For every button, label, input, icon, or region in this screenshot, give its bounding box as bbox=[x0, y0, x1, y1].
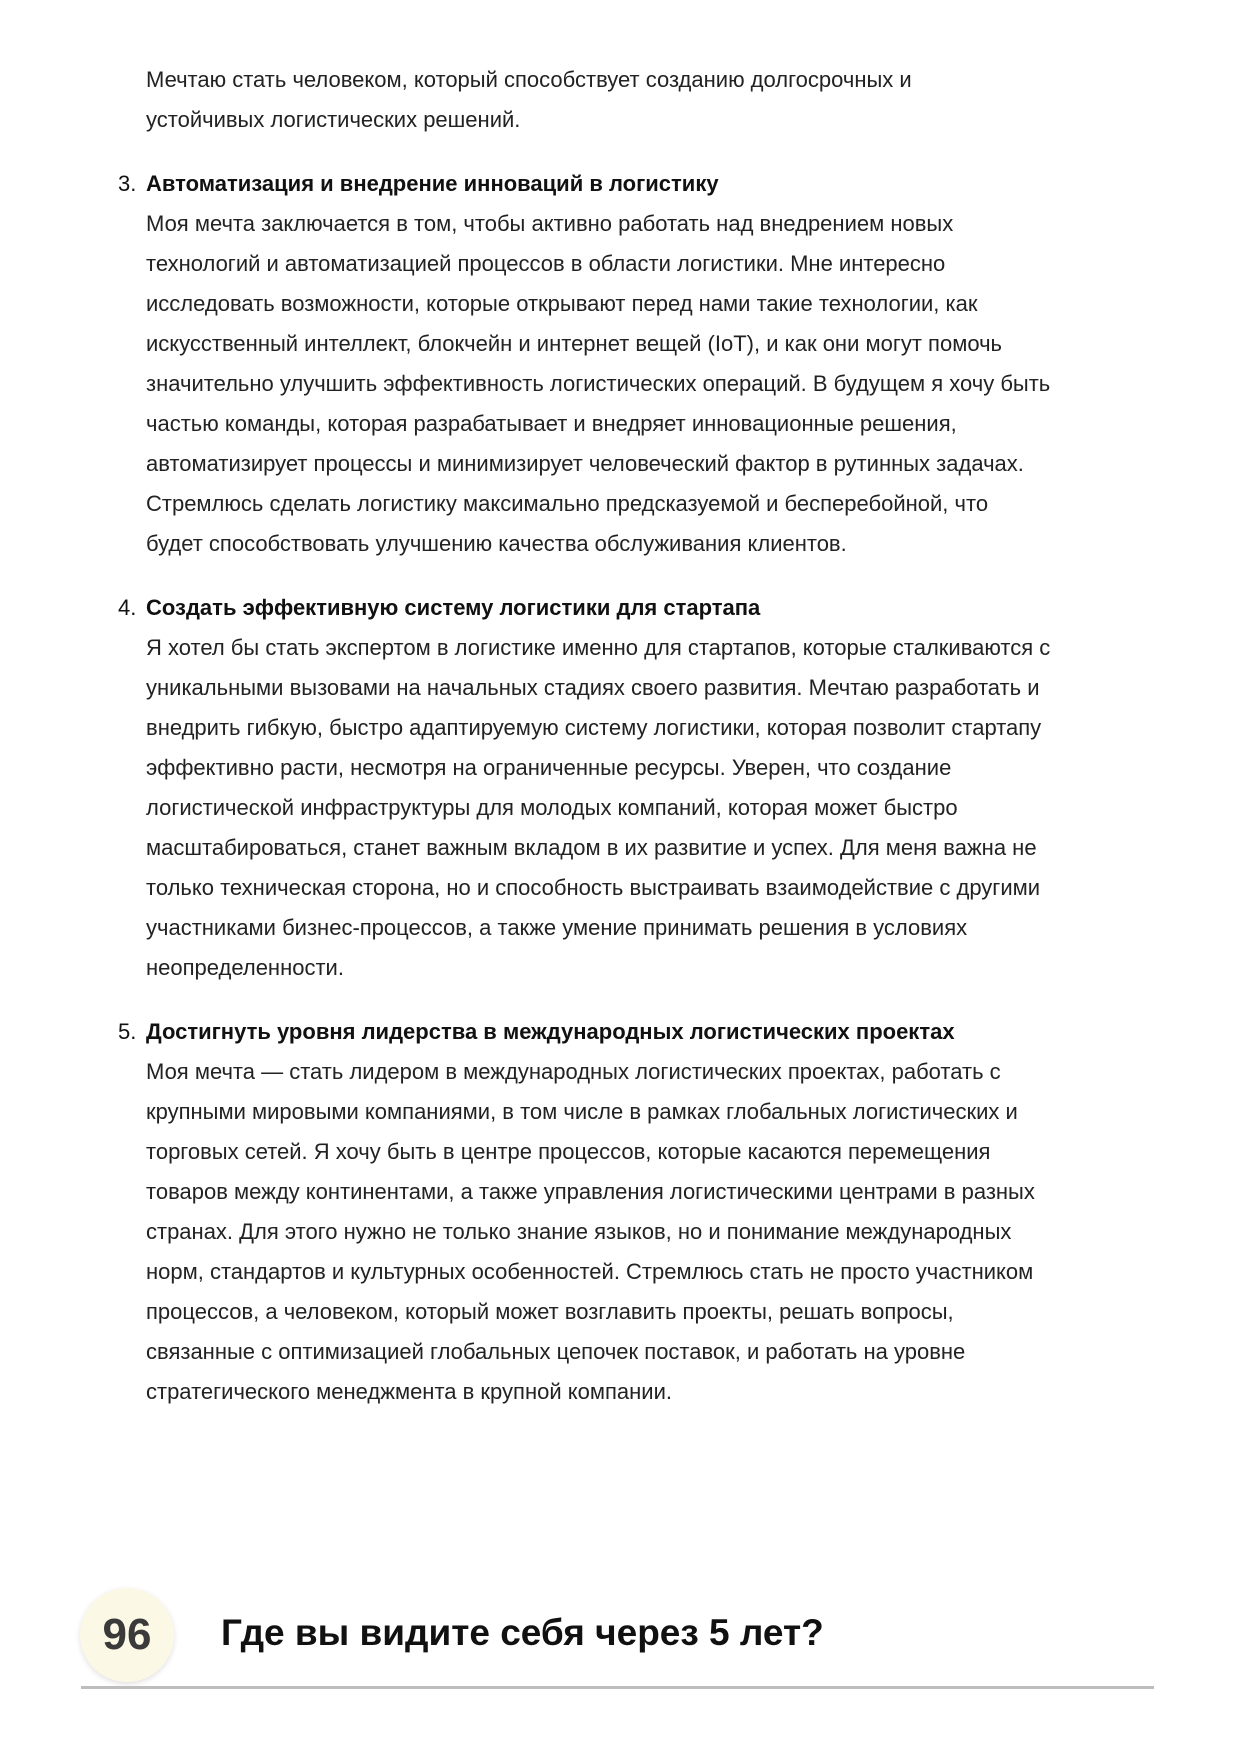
text-line: Стремлюсь сделать логистику максимально предсказуемой и бесперебойной, что bbox=[146, 491, 989, 516]
page-title: Где вы видите себя через 5 лет? bbox=[221, 1612, 824, 1653]
item-number: 3. bbox=[118, 171, 137, 196]
text-line: уникальными вызовами на начальных стадиях своего развития. Мечтаю разработать и bbox=[146, 675, 1040, 700]
text-line: норм, стандартов и культурных особенностей. Стремлюсь стать не просто участником bbox=[146, 1259, 1034, 1284]
item-title: Автоматизация и внедрение инноваций в логистику bbox=[146, 171, 719, 196]
list-item bbox=[118, 588, 1176, 988]
item-number: 4. bbox=[118, 595, 137, 620]
item-number: 5. bbox=[118, 1019, 137, 1044]
text-line: процессов, а человеком, который может возглавить проекты, решать вопросы, bbox=[146, 1299, 954, 1324]
text-line: Моя мечта — стать лидером в международных логистических проектах, работать с bbox=[146, 1059, 1001, 1084]
item-title: Создать эффективную систему логистики для стартапа bbox=[146, 595, 761, 620]
text-line: Моя мечта заключается в том, чтобы активно работать над внедрением новых bbox=[146, 211, 954, 236]
text-line: крупными мировыми компаниями, в том числе в рамках глобальных логистических и bbox=[146, 1099, 1018, 1124]
text-line: логистической инфраструктуры для молодых компаний, которая может быстро bbox=[146, 795, 958, 820]
list-item bbox=[118, 164, 1176, 564]
item-heading bbox=[118, 164, 1176, 204]
text-line: искусственный интеллект, блокчейн и интернет вещей (IoT), и как они могут помочь bbox=[146, 331, 1003, 356]
text-line: участниками бизнес-процессов, а также умение принимать решения в условиях bbox=[146, 915, 968, 940]
item-heading bbox=[118, 588, 1176, 628]
text-line: частью команды, которая разрабатывает и внедряет инновационные решения, bbox=[146, 411, 957, 436]
text-line: автоматизирует процессы и минимизирует человеческий фактор в рутинных задачах. bbox=[146, 451, 1024, 476]
text-line: товаров между континентами, а также управления логистическими центрами в разных bbox=[146, 1179, 1035, 1204]
text-line: Я хотел бы стать экспертом в логистике именно для стартапов, которые сталкиваются с bbox=[146, 635, 1051, 660]
text-line: Мечтаю стать человеком, который способствует созданию долгосрочных и bbox=[146, 67, 912, 92]
text-line: значительно улучшить эффективность логистических операций. В будущем я хочу быть bbox=[146, 371, 1051, 396]
text-line: связанные с оптимизацией глобальных цепочек поставок, и работать на уровне bbox=[146, 1339, 966, 1364]
text-line: неопределенности. bbox=[146, 955, 344, 980]
text-line: технологий и автоматизацией процессов в области логистики. Мне интересно bbox=[146, 251, 946, 276]
text-line: эффективно расти, несмотря на ограниченные ресурсы. Уверен, что создание bbox=[146, 755, 952, 780]
text-line: стратегического менеджмента в крупной компании. bbox=[146, 1379, 672, 1404]
text-line: будет способствовать улучшению качества обслуживания клиентов. bbox=[146, 531, 847, 556]
divider bbox=[81, 1686, 1154, 1689]
text-line: масштабироваться, станет важным вкладом в их развитие и успех. Для меня важна не bbox=[146, 835, 1037, 860]
text-line: торговых сетей. Я хочу быть в центре процессов, которые касаются перемещения bbox=[146, 1139, 991, 1164]
text-line: исследовать возможности, которые открывают перед нами такие технологии, как bbox=[146, 291, 978, 316]
text-line: устойчивых логистических решений. bbox=[146, 107, 521, 132]
text-line: странах. Для этого нужно не только знание языков, но и понимание международных bbox=[146, 1219, 1012, 1244]
text-line: только техническая сторона, но и способность выстраивать взаимодействие с другими bbox=[146, 875, 1041, 900]
page-number-badge: 96 bbox=[80, 1588, 174, 1682]
intro-paragraph bbox=[146, 60, 1176, 140]
item-heading bbox=[118, 1012, 1176, 1052]
item-title: Достигнуть уровня лидерства в международных логистических проектах bbox=[146, 1019, 955, 1044]
list-item bbox=[118, 1012, 1176, 1412]
text-line: внедрить гибкую, быстро адаптируемую систему логистики, которая позволит стартапу bbox=[146, 715, 1042, 740]
